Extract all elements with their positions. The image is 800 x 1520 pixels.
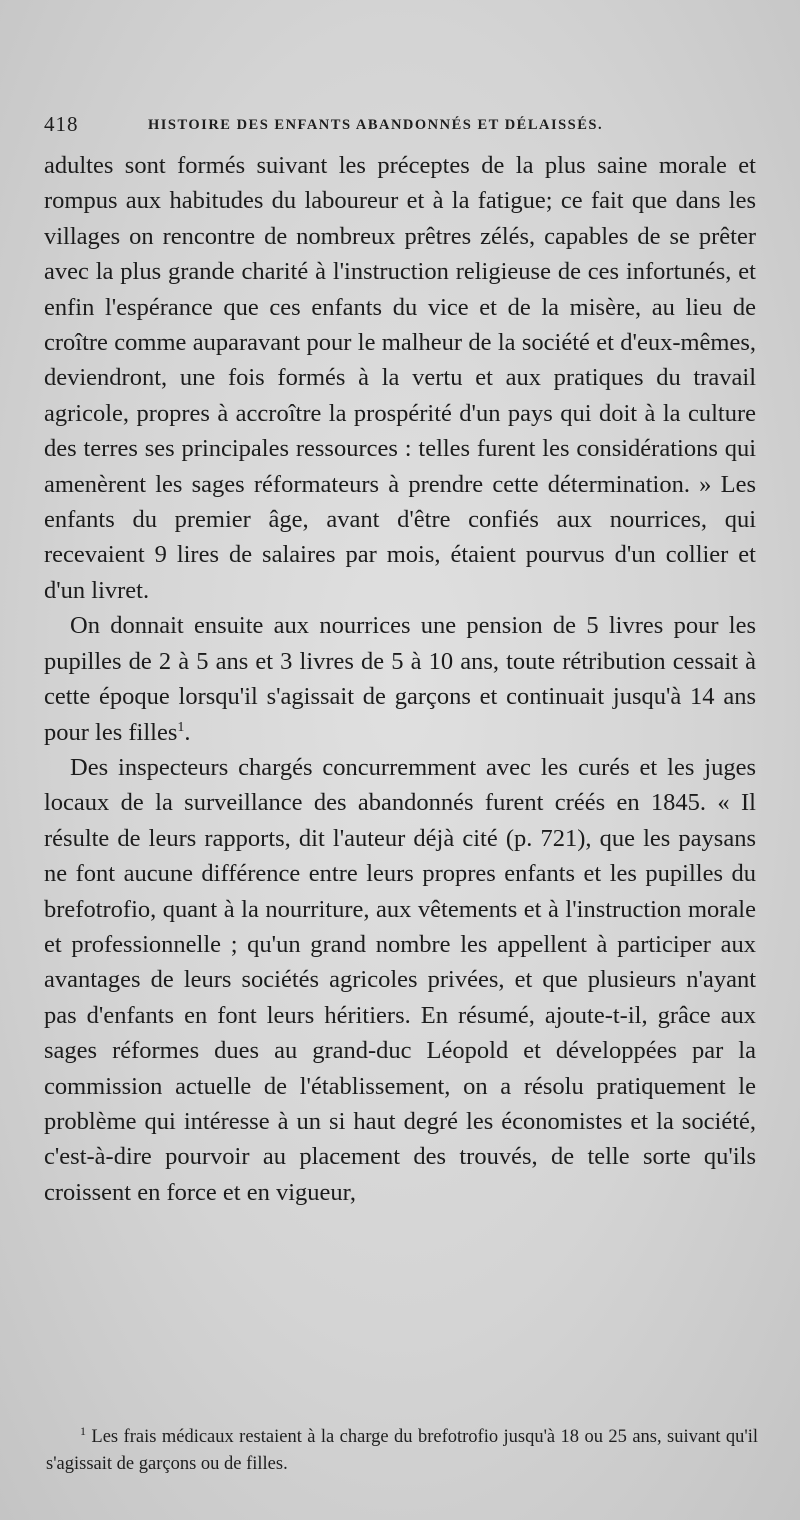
- page-number: 418: [44, 112, 79, 136]
- body-text: [44, 148, 756, 1210]
- paragraph-end: .: [184, 718, 191, 746]
- footnote-marker: 1: [80, 1423, 86, 1438]
- paragraph: Des inspecteurs chargés concurremment avec les curés et les juges locaux de la surveillance des abandonnés furent créés en 1845. « Il résulte de leurs rapports, dit l'auteur déjà cité (p. 721), que les paysans ne font aucune différence entre leurs propres enfants et les pupilles du brefotrofio, quant à la nourriture, aux vêtements et à l'instruction morale et professionnelle ; qu'un grand nombre les appellent à participer aux avantages de leurs sociétés agricoles privées, et que plusieurs n'ayant pas d'enfants en font leurs héritiers. En résumé, ajoute-t-il, grâce aux sages réformes dues au grand-duc Léopold et développées par la commission actuelle de l'établissement, on a résolu pratiquement le problème qui intéresse à un si haut degré les économistes et la société, c'est-à-dire pourvoir au placement des trouvés, de telle sorte qu'ils croissent en force et en vigueur,: [44, 753, 756, 1206]
- paragraph: adultes sont formés suivant les préceptes de la plus saine morale et rompus aux habitudes du laboureur et à la fatigue; ce fait que dans les villages on rencontre de nombreux prêtres zélés, capables de se prêter avec la plus grande charité à l'instruction religieuse de ces infortunés, et enfin l'espérance que ces enfants du vice et de la misère, au lieu de croître comme auparavant pour le malheur de la société et d'eux-mêmes, deviendront, une fois formés à la vertu et aux pratiques du travail agricole, propres à accroître la prospérité d'un pays qui doit à la culture des terres ses principales ressources : telles furent les considérations qui amenèrent les sages réformateurs à prendre cette détermination. » Les enfants du premier âge, avant d'être confiés aux nourrices, qui recevaient 9 lires de salaires par mois, étaient pourvus d'un collier et d'un livret.: [44, 152, 756, 604]
- running-title: HISTOIRE DES ENFANTS ABANDONNÉS ET DÉLAISSÉS.: [148, 117, 604, 133]
- paragraph-text: On donnait ensuite aux nourrices une pension de 5 livres pour les pupilles de 2 à 5 ans et 3 livres de 5 à 10 ans, toute rétribution cessait à cette époque lorsqu'il s'agissait de garçons et continuait jusqu'à 14 ans pour les filles: [44, 612, 756, 746]
- paragraph: [44, 608, 756, 750]
- footnote-reference: 1: [177, 719, 185, 735]
- page-header: [44, 112, 756, 142]
- footnote: [46, 1424, 758, 1478]
- footnote-text: Les frais médicaux restaient à la charge du brefotrofio jusqu'à 18 ou 25 ans, suivant qu'il s'agissait de garçons ou de filles.: [46, 1427, 758, 1474]
